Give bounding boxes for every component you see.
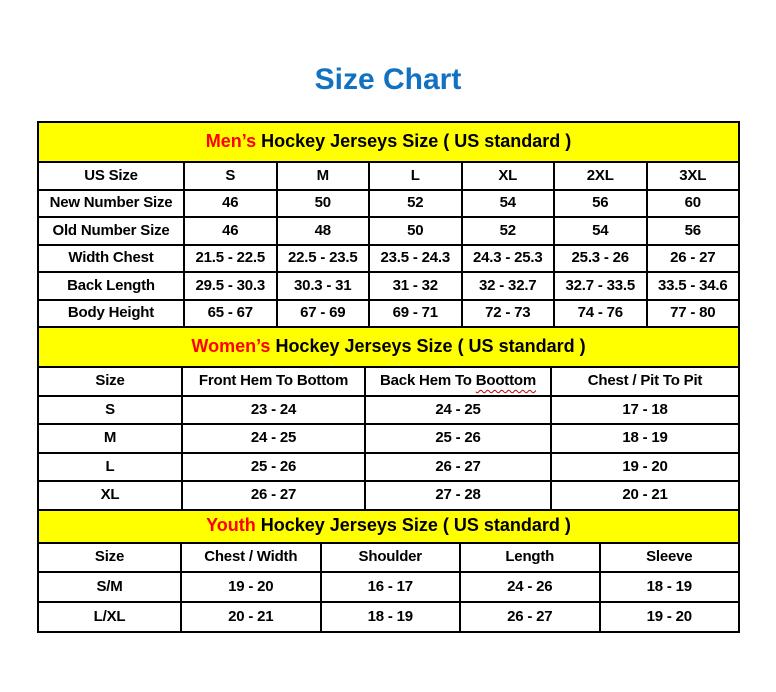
header-cell: Chest / Pit To Pit: [551, 367, 739, 396]
data-cell: 33.5 - 34.6: [647, 272, 740, 300]
row-label-cell: XL: [38, 481, 182, 510]
page-title: Size Chart: [314, 63, 462, 96]
row-label-cell: L/XL: [38, 602, 181, 632]
data-cell: 23.5 - 24.3: [369, 245, 462, 273]
header-cell: M: [277, 162, 370, 190]
header-cell: Size: [38, 367, 182, 396]
table-row: [38, 572, 739, 602]
data-cell: 24.3 - 25.3: [462, 245, 555, 273]
table-row: [38, 300, 739, 328]
data-cell: 52: [462, 217, 555, 245]
data-cell: 56: [554, 190, 647, 218]
data-cell: 26 - 27: [365, 453, 551, 482]
data-cell: 25 - 26: [182, 453, 365, 482]
data-cell: 65 - 67: [184, 300, 277, 328]
header-cell: XL: [462, 162, 555, 190]
table-row: [38, 217, 739, 245]
data-cell: 46: [184, 217, 277, 245]
mens-section-band: [38, 122, 739, 162]
table-row: [38, 190, 739, 218]
header-cell: [365, 367, 551, 396]
mens-band-highlight: Men’s: [205, 131, 257, 152]
data-cell: 19 - 20: [600, 602, 740, 632]
data-cell: 23 - 24: [182, 396, 365, 425]
womens-size-table: [37, 326, 740, 511]
row-label-cell: L: [38, 453, 182, 482]
data-cell: 30.3 - 31: [277, 272, 370, 300]
data-cell: 31 - 32: [369, 272, 462, 300]
youth-band-rest: Hockey Jerseys Size ( US standard ): [255, 515, 571, 536]
data-cell: 60: [647, 190, 740, 218]
table-row: [38, 453, 739, 482]
data-cell: 48: [277, 217, 370, 245]
data-cell: 25 - 26: [365, 424, 551, 453]
header-cell: L: [369, 162, 462, 190]
data-cell: 56: [647, 217, 740, 245]
mens-band-rest: Hockey Jerseys Size ( US standard ): [256, 131, 572, 152]
header-text: Back Hem To: [380, 372, 476, 389]
table-row: [38, 602, 739, 632]
header-cell: Length: [460, 543, 600, 573]
row-label-cell: New Number Size: [38, 190, 184, 218]
youth-band-highlight: Youth: [206, 515, 256, 536]
data-cell: 18 - 19: [600, 572, 740, 602]
row-label-cell: Body Height: [38, 300, 184, 328]
data-cell: 77 - 80: [647, 300, 740, 328]
table-row: [38, 481, 739, 510]
youth-band-title: [38, 510, 739, 543]
data-cell: 19 - 20: [181, 572, 321, 602]
data-cell: 21.5 - 22.5: [184, 245, 277, 273]
data-cell: 32 - 32.7: [462, 272, 555, 300]
row-label-cell: M: [38, 424, 182, 453]
youth-size-table: [37, 509, 740, 633]
header-cell: 3XL: [647, 162, 740, 190]
youth-header-row: [38, 543, 739, 573]
womens-band-title: [38, 327, 739, 367]
mens-header-row: [38, 162, 739, 190]
data-cell: 67 - 69: [277, 300, 370, 328]
data-cell: 26 - 27: [647, 245, 740, 273]
data-cell: 26 - 27: [460, 602, 600, 632]
womens-section-band: [38, 327, 739, 367]
data-cell: 16 - 17: [321, 572, 461, 602]
row-label-cell: Old Number Size: [38, 217, 184, 245]
data-cell: 17 - 18: [551, 396, 739, 425]
header-cell: Size: [38, 543, 181, 573]
header-cell: 2XL: [554, 162, 647, 190]
header-cell: Front Hem To Bottom: [182, 367, 365, 396]
data-cell: 50: [369, 217, 462, 245]
womens-band-rest: Hockey Jerseys Size ( US standard ): [270, 336, 586, 357]
row-label-cell: S/M: [38, 572, 181, 602]
youth-section-band: [38, 510, 739, 543]
data-cell: 74 - 76: [554, 300, 647, 328]
data-cell: 50: [277, 190, 370, 218]
row-label-cell: Back Length: [38, 272, 184, 300]
data-cell: 24 - 25: [365, 396, 551, 425]
mens-size-table: [37, 121, 740, 328]
header-cell: US Size: [38, 162, 184, 190]
data-cell: 24 - 26: [460, 572, 600, 602]
table-row: [38, 272, 739, 300]
data-cell: 19 - 20: [551, 453, 739, 482]
row-label-cell: Width Chest: [38, 245, 184, 273]
data-cell: 26 - 27: [182, 481, 365, 510]
table-row: [38, 245, 739, 273]
misspelled-word: Boottom: [475, 372, 536, 389]
data-cell: 24 - 25: [182, 424, 365, 453]
data-cell: 18 - 19: [321, 602, 461, 632]
data-cell: 72 - 73: [462, 300, 555, 328]
header-cell: Shoulder: [321, 543, 461, 573]
header-cell: Sleeve: [600, 543, 740, 573]
row-label-cell: S: [38, 396, 182, 425]
data-cell: 52: [369, 190, 462, 218]
data-cell: 54: [554, 217, 647, 245]
data-cell: 20 - 21: [551, 481, 739, 510]
header-cell: Chest / Width: [181, 543, 321, 573]
data-cell: 46: [184, 190, 277, 218]
data-cell: 18 - 19: [551, 424, 739, 453]
size-tables: [37, 121, 740, 633]
data-cell: 25.3 - 26: [554, 245, 647, 273]
womens-header-row: [38, 367, 739, 396]
data-cell: 22.5 - 23.5: [277, 245, 370, 273]
womens-band-highlight: Women’s: [191, 336, 271, 357]
data-cell: 29.5 - 30.3: [184, 272, 277, 300]
header-cell: S: [184, 162, 277, 190]
data-cell: 32.7 - 33.5: [554, 272, 647, 300]
data-cell: 69 - 71: [369, 300, 462, 328]
table-row: [38, 396, 739, 425]
data-cell: 20 - 21: [181, 602, 321, 632]
data-cell: 27 - 28: [365, 481, 551, 510]
data-cell: 54: [462, 190, 555, 218]
mens-band-title: [38, 122, 739, 162]
table-row: [38, 424, 739, 453]
